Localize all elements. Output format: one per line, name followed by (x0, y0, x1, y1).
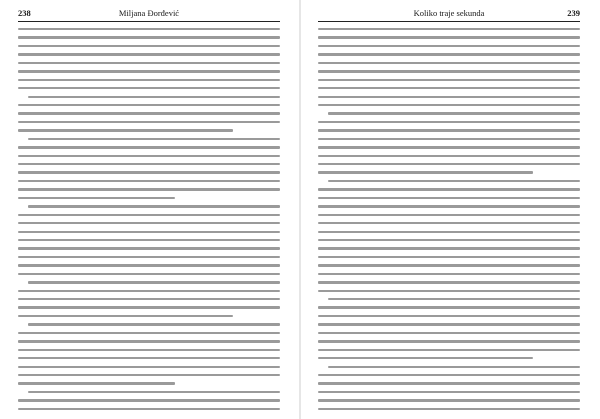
text-line (18, 256, 280, 258)
left-page (18, 0, 280, 419)
text-line (318, 36, 580, 38)
text-line (318, 222, 580, 224)
text-line (18, 239, 280, 241)
text-line (28, 281, 280, 283)
text-line (28, 391, 280, 393)
text-line (18, 298, 280, 300)
book-gutter (299, 0, 301, 419)
left-author-name: Miljana Đorđević (118, 8, 180, 18)
text-line (318, 231, 580, 233)
text-line (318, 247, 580, 249)
text-line (318, 45, 580, 47)
text-line (18, 306, 280, 308)
text-line (18, 28, 280, 30)
text-line (28, 96, 280, 98)
text-line (318, 104, 580, 106)
text-line (18, 112, 280, 114)
text-line (318, 306, 580, 308)
left-page-number: 238 (18, 8, 31, 18)
text-line (18, 273, 280, 275)
text-line (318, 171, 533, 173)
text-line (18, 180, 280, 182)
text-line (18, 222, 280, 224)
left-body-text (18, 28, 280, 416)
right-page-number: 239 (567, 8, 580, 18)
left-running-head (18, 6, 280, 20)
text-line (318, 382, 580, 384)
text-line (318, 281, 580, 283)
text-line (328, 112, 580, 114)
text-line (18, 79, 280, 81)
text-line (318, 315, 580, 317)
text-line (18, 264, 280, 266)
text-line (18, 374, 280, 376)
text-line (18, 155, 280, 157)
text-line (318, 96, 580, 98)
text-line (18, 45, 280, 47)
text-line (318, 323, 580, 325)
text-line (18, 290, 280, 292)
text-line (18, 171, 280, 173)
text-line (18, 340, 280, 342)
text-line (28, 205, 280, 207)
text-line (28, 323, 280, 325)
text-line (318, 163, 580, 165)
left-header-rule (18, 21, 280, 22)
text-line (318, 273, 580, 275)
text-line (318, 391, 580, 393)
text-line (318, 62, 580, 64)
text-line (318, 129, 580, 131)
text-line (18, 129, 233, 131)
text-line (18, 197, 175, 199)
text-line (18, 315, 233, 317)
text-line (318, 399, 580, 401)
text-line (18, 104, 280, 106)
text-line (18, 366, 280, 368)
text-line (18, 121, 280, 123)
text-line (18, 247, 280, 249)
text-line (18, 349, 280, 351)
text-line (318, 205, 580, 207)
text-line (18, 70, 280, 72)
text-line (18, 146, 280, 148)
text-line (318, 28, 580, 30)
text-line (318, 53, 580, 55)
text-line (18, 382, 175, 384)
text-line (18, 357, 280, 359)
text-line (18, 36, 280, 38)
text-line (318, 138, 580, 140)
text-line (318, 87, 580, 89)
text-line (318, 340, 580, 342)
text-line (318, 264, 580, 266)
right-book-title: Koliko traje sekunda (413, 8, 485, 18)
text-line (318, 332, 580, 334)
text-line (318, 155, 580, 157)
text-line (18, 399, 280, 401)
text-line (318, 79, 580, 81)
text-line (328, 180, 580, 182)
text-line (318, 349, 580, 351)
text-line (28, 138, 280, 140)
right-header-rule (318, 21, 580, 22)
text-line (328, 366, 580, 368)
text-line (18, 332, 280, 334)
right-page (318, 0, 580, 419)
text-line (318, 256, 580, 258)
text-line (318, 374, 580, 376)
text-line (18, 87, 280, 89)
text-line (318, 121, 580, 123)
text-line (18, 53, 280, 55)
text-line (318, 290, 580, 292)
text-line (18, 408, 280, 410)
text-line (18, 188, 280, 190)
text-line (18, 163, 280, 165)
text-line (318, 214, 580, 216)
text-line (18, 214, 280, 216)
text-line (318, 357, 533, 359)
text-line (318, 197, 580, 199)
text-line (328, 298, 580, 300)
text-line (318, 239, 580, 241)
text-line (318, 146, 580, 148)
right-body-text (318, 28, 580, 416)
text-line (18, 62, 280, 64)
text-line (318, 188, 580, 190)
text-line (318, 70, 580, 72)
text-line (318, 408, 580, 410)
right-running-head (318, 6, 580, 20)
text-line (18, 231, 280, 233)
